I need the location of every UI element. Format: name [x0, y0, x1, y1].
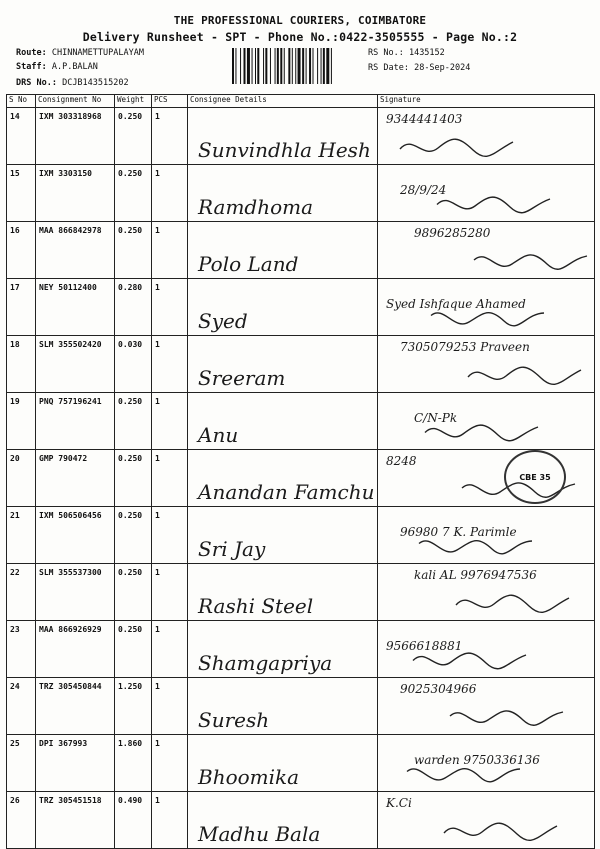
signature-cell: [378, 222, 595, 279]
consignee-handwriting: Rashi Steel: [198, 594, 314, 618]
consignee-cell: [188, 393, 378, 450]
consignee-handwriting: Sunvindhla Hesh: [198, 138, 371, 162]
consignment-cell: SLM 355502420: [36, 336, 115, 393]
signature-scribble: [442, 816, 562, 846]
barcode-bar: [284, 48, 285, 84]
weight-cell: 0.250: [115, 507, 152, 564]
rs-no-label: RS No.:: [368, 48, 404, 58]
sno-cell: 21: [7, 507, 36, 564]
consignee-cell: [188, 165, 378, 222]
col-signature: Signature: [378, 95, 595, 108]
sno-cell: 14: [7, 108, 36, 165]
staff-value: A.P.BALAN: [51, 62, 98, 72]
pcs-cell: 1: [152, 222, 188, 279]
consignment-cell: MAA 866926929: [36, 621, 115, 678]
pcs-cell: 1: [152, 393, 188, 450]
signature-cell: [378, 165, 595, 222]
consignee-cell: [188, 108, 378, 165]
pcs-cell: 1: [152, 621, 188, 678]
runsheet-table: [6, 94, 595, 849]
signature-scribble: [411, 645, 531, 675]
runsheet-subtitle: Delivery Runsheet - SPT - Phone No.:0422-3505555 - Page No.:2: [82, 30, 518, 44]
col-pcs: PCS: [152, 95, 188, 108]
barcode-bar: [302, 48, 304, 84]
pcs-cell: 1: [152, 678, 188, 735]
table-row: [7, 507, 595, 564]
barcode-bar: [263, 48, 264, 84]
barcode-bar: [252, 48, 253, 84]
consignment-cell: SLM 355537300: [36, 564, 115, 621]
barcode-bar: [313, 48, 314, 84]
signature-note: 9896285280: [414, 226, 491, 240]
consignee-handwriting: Madhu Bala: [198, 822, 321, 846]
sno-cell: 16: [7, 222, 36, 279]
weight-cell: 1.250: [115, 678, 152, 735]
weight-cell: 0.490: [115, 792, 152, 849]
route-info: [16, 48, 144, 58]
table-row: [7, 393, 595, 450]
barcode-bar: [321, 48, 322, 84]
signature-scribble: [405, 759, 525, 789]
sno-cell: 26: [7, 792, 36, 849]
signature-scribble: [435, 189, 555, 219]
barcode-bar: [288, 48, 290, 84]
sno-cell: 22: [7, 564, 36, 621]
consignment-cell: IXM 303318968: [36, 108, 115, 165]
consignee-cell: [188, 450, 378, 507]
consignment-cell: MAA 866842978: [36, 222, 115, 279]
consignee-handwriting: Polo Land: [198, 252, 299, 276]
signature-scribble: [454, 588, 574, 618]
barcode-bar: [240, 48, 241, 84]
pcs-cell: 1: [152, 165, 188, 222]
signature-scribble: [448, 702, 568, 732]
consignee-handwriting: Shamgapriya: [198, 651, 333, 675]
weight-cell: 0.030: [115, 336, 152, 393]
consignment-cell: DPI 367993: [36, 735, 115, 792]
consignment-cell: PNQ 757196241: [36, 393, 115, 450]
rs-date-info: [368, 63, 470, 73]
consignment-cell: IXM 506506456: [36, 507, 115, 564]
table-row: [7, 678, 595, 735]
barcode-bar: [326, 48, 329, 84]
sno-cell: 25: [7, 735, 36, 792]
table-row: [7, 564, 595, 621]
pcs-cell: 1: [152, 564, 188, 621]
signature-cell: [378, 507, 595, 564]
barcode-bar: [275, 48, 276, 84]
consignee-cell: [188, 792, 378, 849]
rs-no-value: 1435152: [408, 48, 445, 58]
rs-no-info: [368, 48, 445, 58]
barcode-bar: [292, 48, 293, 84]
signature-cell: [378, 621, 595, 678]
sno-cell: 17: [7, 279, 36, 336]
table-row: [7, 108, 595, 165]
barcode-bar: [244, 48, 246, 84]
drs-label: DRS No.:: [16, 78, 57, 88]
table-row: [7, 621, 595, 678]
signature-scribble: [398, 132, 518, 162]
consignee-cell: [188, 336, 378, 393]
sno-cell: 24: [7, 678, 36, 735]
table-row: [7, 450, 595, 507]
consignment-cell: TRZ 305450844: [36, 678, 115, 735]
consignee-handwriting: Ramdhoma: [198, 195, 314, 219]
pcs-cell: 1: [152, 792, 188, 849]
signature-note: 9344441403: [386, 112, 463, 126]
signature-cell: [378, 393, 595, 450]
barcode-bar: [323, 48, 325, 84]
signature-note: warden 9750336136: [414, 753, 540, 767]
pcs-cell: 1: [152, 450, 188, 507]
signature-cell: [378, 678, 595, 735]
pcs-cell: 1: [152, 507, 188, 564]
table-row: [7, 165, 595, 222]
weight-cell: 0.250: [115, 564, 152, 621]
col-consignment: Consignment No: [36, 95, 115, 108]
signature-cell: [378, 450, 595, 507]
col-consignee: Consignee Details: [188, 95, 378, 108]
signature-note: kali AL 9976947536: [414, 568, 537, 582]
signature-cell: [378, 279, 595, 336]
barcode-bar: [280, 48, 282, 84]
consignee-cell: [188, 621, 378, 678]
barcode: [232, 48, 362, 84]
consignee-handwriting: Bhoomika: [198, 765, 300, 789]
weight-cell: 0.250: [115, 222, 152, 279]
rs-date-value: 28-Sep-2024: [414, 63, 471, 73]
signature-note: 8248: [386, 454, 417, 468]
col-weight: Weight: [115, 95, 152, 108]
consignee-handwriting: Syed: [198, 309, 248, 333]
col-sno: S No: [7, 95, 36, 108]
weight-cell: 0.280: [115, 279, 152, 336]
signature-scribble: [472, 246, 592, 276]
table-row: [7, 222, 595, 279]
drs-value: DCJB143515202: [62, 78, 129, 88]
barcode-bar: [298, 48, 301, 84]
table-row: [7, 336, 595, 393]
runsheet-title: THE PROFESSIONAL COURIERS, COIMBATORE: [173, 14, 427, 27]
signature-scribble: [429, 303, 549, 333]
barcode-bar: [317, 48, 318, 84]
barcode-bar: [295, 48, 296, 84]
consignee-handwriting: Suresh: [198, 708, 270, 732]
table-header-row: [7, 95, 595, 108]
consignee-cell: [188, 222, 378, 279]
consignee-handwriting: Sri Jay: [198, 537, 266, 561]
consignee-handwriting: Sreeram: [198, 366, 286, 390]
route-label: Route:: [16, 48, 47, 58]
barcode-bar: [331, 48, 332, 84]
staff-info: [16, 62, 98, 72]
consignee-cell: [188, 678, 378, 735]
barcode-bar: [306, 48, 307, 84]
consignee-cell: [188, 564, 378, 621]
signature-cell: [378, 564, 595, 621]
table-row: [7, 792, 595, 849]
barcode-bar: [255, 48, 256, 84]
barcode-bar: [257, 48, 259, 84]
pcs-cell: 1: [152, 279, 188, 336]
sno-cell: 20: [7, 450, 36, 507]
rs-date-label: RS Date:: [368, 63, 409, 73]
weight-cell: 0.250: [115, 621, 152, 678]
table-row: [7, 279, 595, 336]
signature-note: 96980 7 K. Parimle: [400, 525, 517, 539]
consignee-cell: [188, 279, 378, 336]
drs-info: [16, 78, 129, 88]
consignee-cell: [188, 507, 378, 564]
weight-cell: 0.250: [115, 108, 152, 165]
signature-note: C/N-Pk: [414, 411, 458, 425]
signature-scribble: [423, 417, 543, 447]
staff-label: Staff:: [16, 62, 47, 72]
signature-cell: [378, 735, 595, 792]
sno-cell: 18: [7, 336, 36, 393]
stamp-text: CBE 35: [519, 472, 551, 482]
signature-note: 28/9/24: [400, 183, 447, 197]
barcode-bar: [235, 48, 236, 84]
pcs-cell: 1: [152, 108, 188, 165]
signature-cell: [378, 108, 595, 165]
weight-cell: 0.250: [115, 450, 152, 507]
signature-note: 9025304966: [400, 682, 477, 696]
barcode-bar: [277, 48, 279, 84]
barcode-bar: [232, 48, 234, 84]
weight-cell: 0.250: [115, 165, 152, 222]
signature-cell: [378, 336, 595, 393]
signature-note: 9566618881: [386, 639, 463, 653]
sno-cell: 19: [7, 393, 36, 450]
barcode-bar: [309, 48, 311, 84]
sno-cell: 15: [7, 165, 36, 222]
pcs-cell: 1: [152, 336, 188, 393]
sno-cell: 23: [7, 621, 36, 678]
consignee-handwriting: Anu: [198, 423, 239, 447]
consignment-cell: GMP 790472: [36, 450, 115, 507]
consignment-cell: NEY 50112400: [36, 279, 115, 336]
signature-note: 7305079253 Praveen: [400, 340, 530, 354]
signature-scribble: [417, 531, 537, 561]
barcode-bar: [247, 48, 250, 84]
signature-note: Syed Ishfaque Ahamed: [386, 297, 526, 311]
consignment-cell: IXM 3303150: [36, 165, 115, 222]
signature-scribble: [466, 360, 586, 390]
weight-cell: 0.250: [115, 393, 152, 450]
weight-cell: 1.860: [115, 735, 152, 792]
barcode-bar: [270, 48, 271, 84]
consignment-cell: TRZ 305451518: [36, 792, 115, 849]
route-value: CHINNAMETTUPALAYAM: [51, 48, 144, 58]
pcs-cell: 1: [152, 735, 188, 792]
consignee-cell: [188, 735, 378, 792]
signature-cell: [378, 792, 595, 849]
signature-note: K.Ci: [386, 796, 412, 810]
consignee-handwriting: Anandan Famchu: [198, 480, 375, 504]
table-row: [7, 735, 595, 792]
barcode-bar: [265, 48, 267, 84]
company-stamp: [504, 450, 566, 504]
